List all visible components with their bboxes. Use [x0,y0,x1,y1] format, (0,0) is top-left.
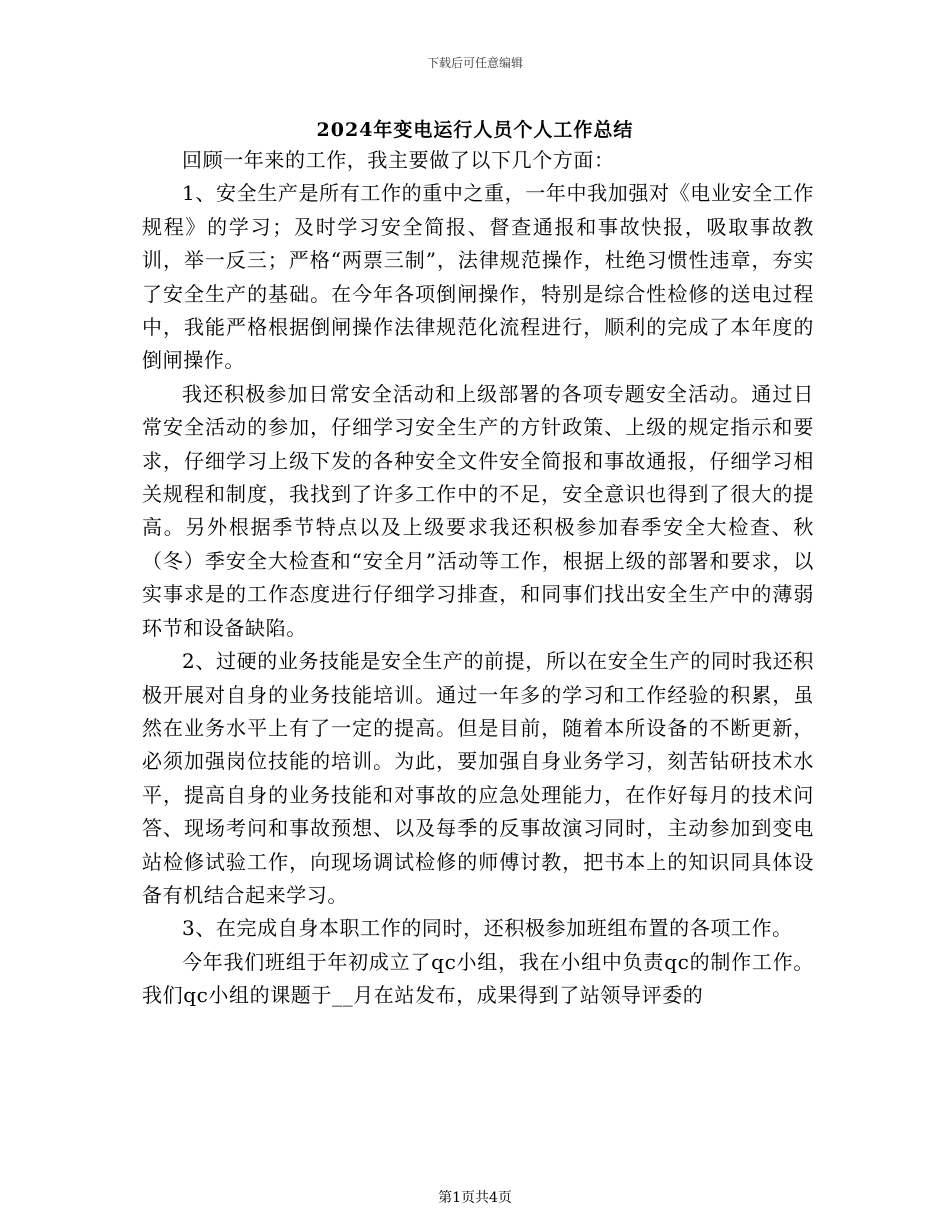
paragraph-activities: 我还积极参加日常安全活动和上级部署的各项专题安全活动。通过日常安全活动的参加，仔细学习安全生产的方针政策、上级的规定指示和要求，仔细学习上级下发的各种安全文件安全简报和事故通报，仔细学习相关规程和制度，我找到了许多工作中的不足，安全意识也得到了很大的提高。另外根据季节特点以及上级要求我还积极参加春季安全大检查、秋（冬）季安全大检查和“安全月”活动等工作，根据上级的部署和要求，以实事求是的工作态度进行仔细学习排查，和同事们找出安全生产中的薄弱环节和设备缺陷。 [142,381,814,640]
paragraph-team-work: 3、在完成自身本职工作的同时，还积极参加班组布置的各项工作。 [182,916,793,941]
header-note: 下载后可任意编辑 [426,56,523,70]
paragraph-skills: 2、过硬的业务技能是安全生产的前提，所以在安全生产的同时我还积极开展对自身的业务技能培训。通过一年多的学习和工作经验的积累，虽然在业务水平上有了一定的提高。但是目前，随着本所设备的不断更新，必须加强岗位技能的培训。为此，要加强自身业务学习，刻苦钻研技术水平，提高自身的业务技能和对事故的应急处理能力，在作好每月的技术问答、现场考问和事故预想、以及每季的反事故演习同时，主动参加到变电站检修试验工作，向现场调试检修的师傅讨教，把书本上的知识同具体设备有机结合起来学习。 [142,649,814,907]
document-body [142,144,814,1013]
paragraph-intro: 回顾一年来的工作，我主要做了以下几个方面： [182,148,615,172]
page-footer: 第1页共4页 [438,1190,512,1206]
paragraph-safety: 1、安全生产是所有工作的重中之重，一年中我加强对《电业安全工作规程》的学习；及时学习安全简报、督查通报和事故快报，吸取事故教训，举一反三；严格“两票三制”，法律规范操作，杜绝习惯性违章，夯实了安全生产的基础。在今年各项倒闸操作，特别是综合性检修的送电过程中，我能严格根据倒闸操作法律规范化流程进行，顺利的完成了本年度的倒闸操作。 [142,181,814,373]
paragraph-qc-group: 今年我们班组于年初成立了qc小组，我在小组中负责qc的制作工作。我们qc小组的课题于__月在站发布，成果得到了站领导评委的 [142,949,814,1008]
document-title: 2024年变电运行人员个人工作总结 [316,119,634,141]
